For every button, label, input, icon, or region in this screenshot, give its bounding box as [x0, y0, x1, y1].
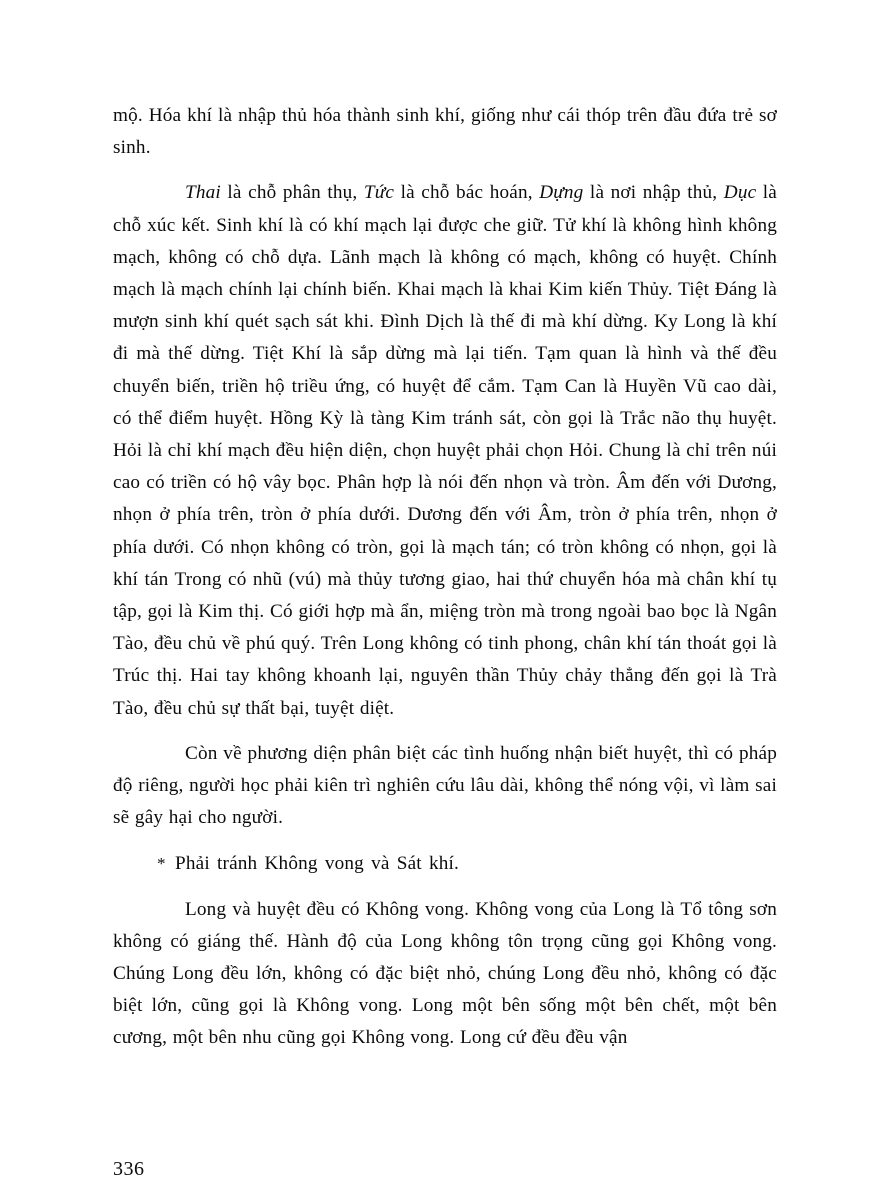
term-tuc: Tức: [363, 182, 395, 204]
term-thai: Thai: [185, 182, 221, 204]
page-number: 336: [113, 1158, 145, 1180]
paragraph-method: Còn về phương diện phân biệt các tình huống nhận biết huyệt, thì có pháp độ riêng, người học phải kiên trì nghiên cứu lâu dài, không thể nóng vội, vì làm sai sẽ gây hại cho người.: [113, 742, 777, 829]
run-text-1: là chỗ phân thụ,: [220, 182, 364, 204]
paragraph-khong-vong: Long và huyệt đều có Không vong. Không vong của Long là Tổ tông sơn không có giáng thế. Hành độ của Long không tôn trọng cũng gọi Không vong. Chúng Long đều lớn, không có đặc biệt nhỏ, chúng Long đều nhỏ, không có đặc biệt lớn, cũng gọi là Không vong. Long một bên sống một bên chết, một bên cương, một bên nhu cũng gọi Không vong. Long cứ đều đều vận: [113, 898, 777, 1049]
run-text-4: là chỗ xúc kết. Sinh khí là có khí mạch lại được che giữ. Tử khí là không hình không mạch, không có chỗ dựa. Lãnh mạch là không có mạch, không có huyệt. Chính mạch là mạch chính lại chính biến. Khai mạch là khai Kim kiến Thủy. Tiệt Đáng là mượn sinh khí quét sạch sát khi. Đình Dịch là thế đi mà khí dừng. Ky Long là khí đi mà thế dừng. Tiệt Khí là sắp dừng mà lại tiến. Tạm quan là hình và thế đều chuyển biến, triền hộ triều ứng, có huyệt để cắm. Tạm Can là Huyền Vũ cao dài, có thể điểm huyệt. Hồng Kỳ là tàng Kim tránh sát, còn gọi là Trắc não thụ huyệt. Hỏi là chỉ khí mạch đều hiện diện, chọn huyệt phải chọn Hỏi. Chung là chỉ trên núi cao có triền có hộ vây bọc. Phân hợp là nói đến nhọn và tròn. Âm đến với Dương, nhọn ở phía trên, tròn ở phía dưới. Dương đến với Âm, tròn ở phía trên, nhọn ở phía dưới. Có nhọn không có tròn, gọi là mạch tán; có tròn không có nhọn, gọi là khí tán Trong có nhũ (vú) mà thủy tương giao, hai thứ chuyển hóa mà chân khí tụ tập, gọi là Kim thị. Có giới hợp mà ẩn, miệng tròn mà trong ngoài bao bọc là Ngân Tào, đều chủ về phú quý. Trên Long không có tinh phong, chân khí tán thoát gọi là Trúc thị. Hai tay không khoanh lại, nguyên thần Thủy chảy thẳng đến gọi là Trà Tào, đều chủ sự thất bại, tuyệt diệt.: [113, 182, 777, 719]
paragraph-continuation: mộ. Hóa khí là nhập thủ hóa thành sinh khí, giống như cái thóp trên đầu đứa trẻ sơ sinh.: [113, 105, 777, 159]
text-column: [113, 100, 777, 1055]
run-text-3: là nơi nhập thủ,: [583, 182, 724, 204]
paragraph-terms: [113, 177, 777, 724]
bullet-heading-label: Phải tránh Không vong và Sát khí.: [175, 853, 460, 875]
term-dung: Dựng: [539, 182, 584, 204]
term-duc: Dục: [723, 182, 757, 204]
bullet-heading: [113, 848, 777, 880]
run-text-2: là chỗ bác hoán,: [394, 182, 540, 204]
asterisk-bullet-icon: *: [157, 854, 166, 874]
